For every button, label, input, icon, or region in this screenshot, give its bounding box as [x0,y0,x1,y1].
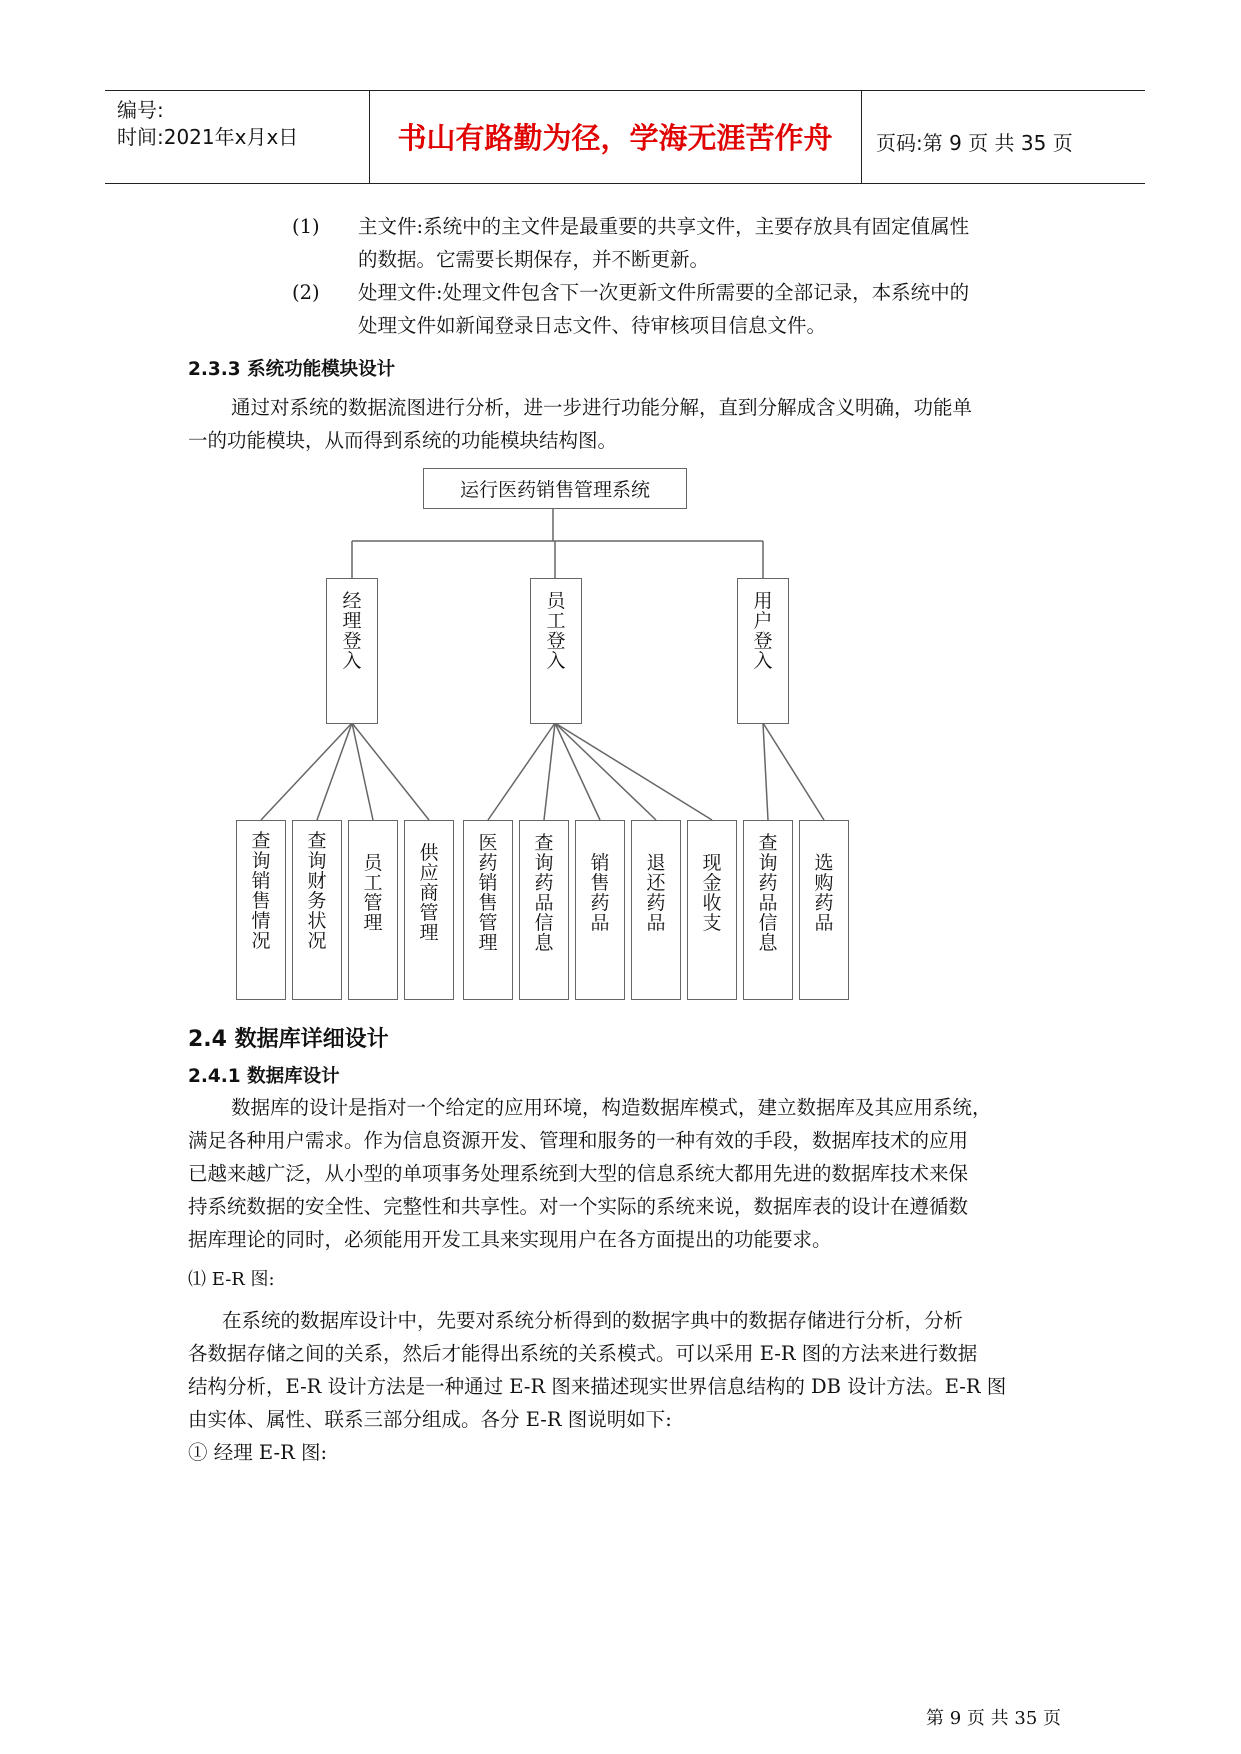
diagram-group-box [530,578,582,724]
diagram-root-label: 运行医药销售管理系统 [459,479,650,501]
diagram-leaf-label: 医 药 销 售 管 理 [478,832,498,954]
diagram-leaf-box [236,820,286,1000]
paragraph-line: 数据库的设计是指对一个给定的应用环境，构造数据库模式，建立数据库及其应用系统， [231,1096,992,1119]
diagram-leaf-box [743,820,793,1000]
diagram-leaf-box [463,820,513,1000]
er-heading: ⑴ E-R 图: [188,1269,275,1290]
list-item-text: 的数据。它需要长期保存，并不断更新。 [358,248,710,271]
diagram-group-box [737,578,789,724]
diagram-root-box [423,468,687,509]
section-heading: 2.3.3 系统功能模块设计 [188,359,396,380]
diagram-group-label: 用 户 登 入 [753,590,773,672]
diagram-leaf-label: 供 应 商 管 理 [419,842,439,944]
diagram-group-label: 员 工 登 入 [546,590,566,672]
page-label: 页码:第 9 页 共 35 页 [876,131,1073,155]
paragraph-line: 通过对系统的数据流图进行分析，进一步进行功能分解，直到分解成含义明确，功能单 [231,396,973,419]
diagram-leaf-label: 查 询 药 品 信 息 [758,832,778,954]
diagram-leaf-label: 员 工 管 理 [363,852,383,934]
diagram-leaf-box [575,820,625,1000]
diagram-leaf-box [348,820,398,1000]
list-item-text: 处理文件如新闻登录日志文件、待审核项目信息文件。 [358,314,827,337]
diagram-leaf-label: 查 询 销 售 情 况 [251,830,271,952]
diagram-leaf-box [687,820,737,1000]
diagram-leaf-label: 销 售 药 品 [590,852,610,934]
time-label: 时间:2021年x月x日 [117,125,299,149]
serial-label: 编号: [117,98,164,122]
diagram-leaf-label: 查 询 药 品 信 息 [534,832,554,954]
paragraph-line: 一的功能模块，从而得到系统的功能模块结构图。 [188,429,618,452]
diagram-group-label: 经 理 登 入 [342,590,362,672]
diagram-leaf-label: 现 金 收 支 [702,852,722,934]
diagram-leaf-label: 选 购 药 品 [814,852,834,934]
paragraph-line: 持系统数据的安全性、完整性和共享性。对一个实际的系统来说，数据库表的设计在遵循数 [188,1195,969,1218]
er-item: ① 经理 E-R 图: [188,1441,328,1464]
motto: 书山有路勤为径，学海无涯苦作舟 [397,121,833,155]
page-footer: 第 9 页 共 35 页 [926,1708,1061,1729]
paragraph-line: 已越来越广泛，从小型的单项事务处理系统到大型的信息系统大都用先进的数据库技术来保 [188,1162,969,1185]
list-item-text: 主文件:系统中的主文件是最重要的共享文件，主要存放具有固定值属性 [358,215,970,238]
list-item-number: (2) [292,281,320,304]
diagram-leaf-box [631,820,681,1000]
diagram-group-box [326,578,378,724]
section-heading: 2.4 数据库详细设计 [188,1027,389,1052]
diagram-leaf-box [404,820,454,1000]
diagram-leaf-box [519,820,569,1000]
paragraph-line: 由实体、属性、联系三部分组成。各分 E-R 图说明如下: [188,1408,672,1431]
paragraph-line: 满足各种用户需求。作为信息资源开发、管理和服务的一种有效的手段，数据库技术的应用 [188,1129,969,1152]
list-item-number: (1) [292,215,320,238]
diagram-leaf-box [799,820,849,1000]
diagram-leaf-label: 退 还 药 品 [646,852,666,934]
paragraph-line: 结构分析，E-R 设计方法是一种通过 E-R 图来描述现实世界信息结构的 DB 设计方法。E-R 图 [188,1375,1007,1398]
diagram-leaf-box [292,820,342,1000]
section-heading: 2.4.1 数据库设计 [188,1066,340,1087]
diagram-leaf-label: 查 询 财 务 状 况 [307,830,327,952]
paragraph-line: 据库理论的同时，必须能用开发工具来实现用户在各方面提出的功能要求。 [188,1228,832,1251]
paragraph-line: 各数据存储之间的关系，然后才能得出系统的关系模式。可以采用 E-R 图的方法来进行数据 [188,1342,978,1365]
list-item-text: 处理文件:处理文件包含下一次更新文件所需要的全部记录，本系统中的 [358,281,970,304]
paragraph-line: 在系统的数据库设计中，先要对系统分析得到的数据字典中的数据存储进行分析，分析 [222,1309,964,1332]
